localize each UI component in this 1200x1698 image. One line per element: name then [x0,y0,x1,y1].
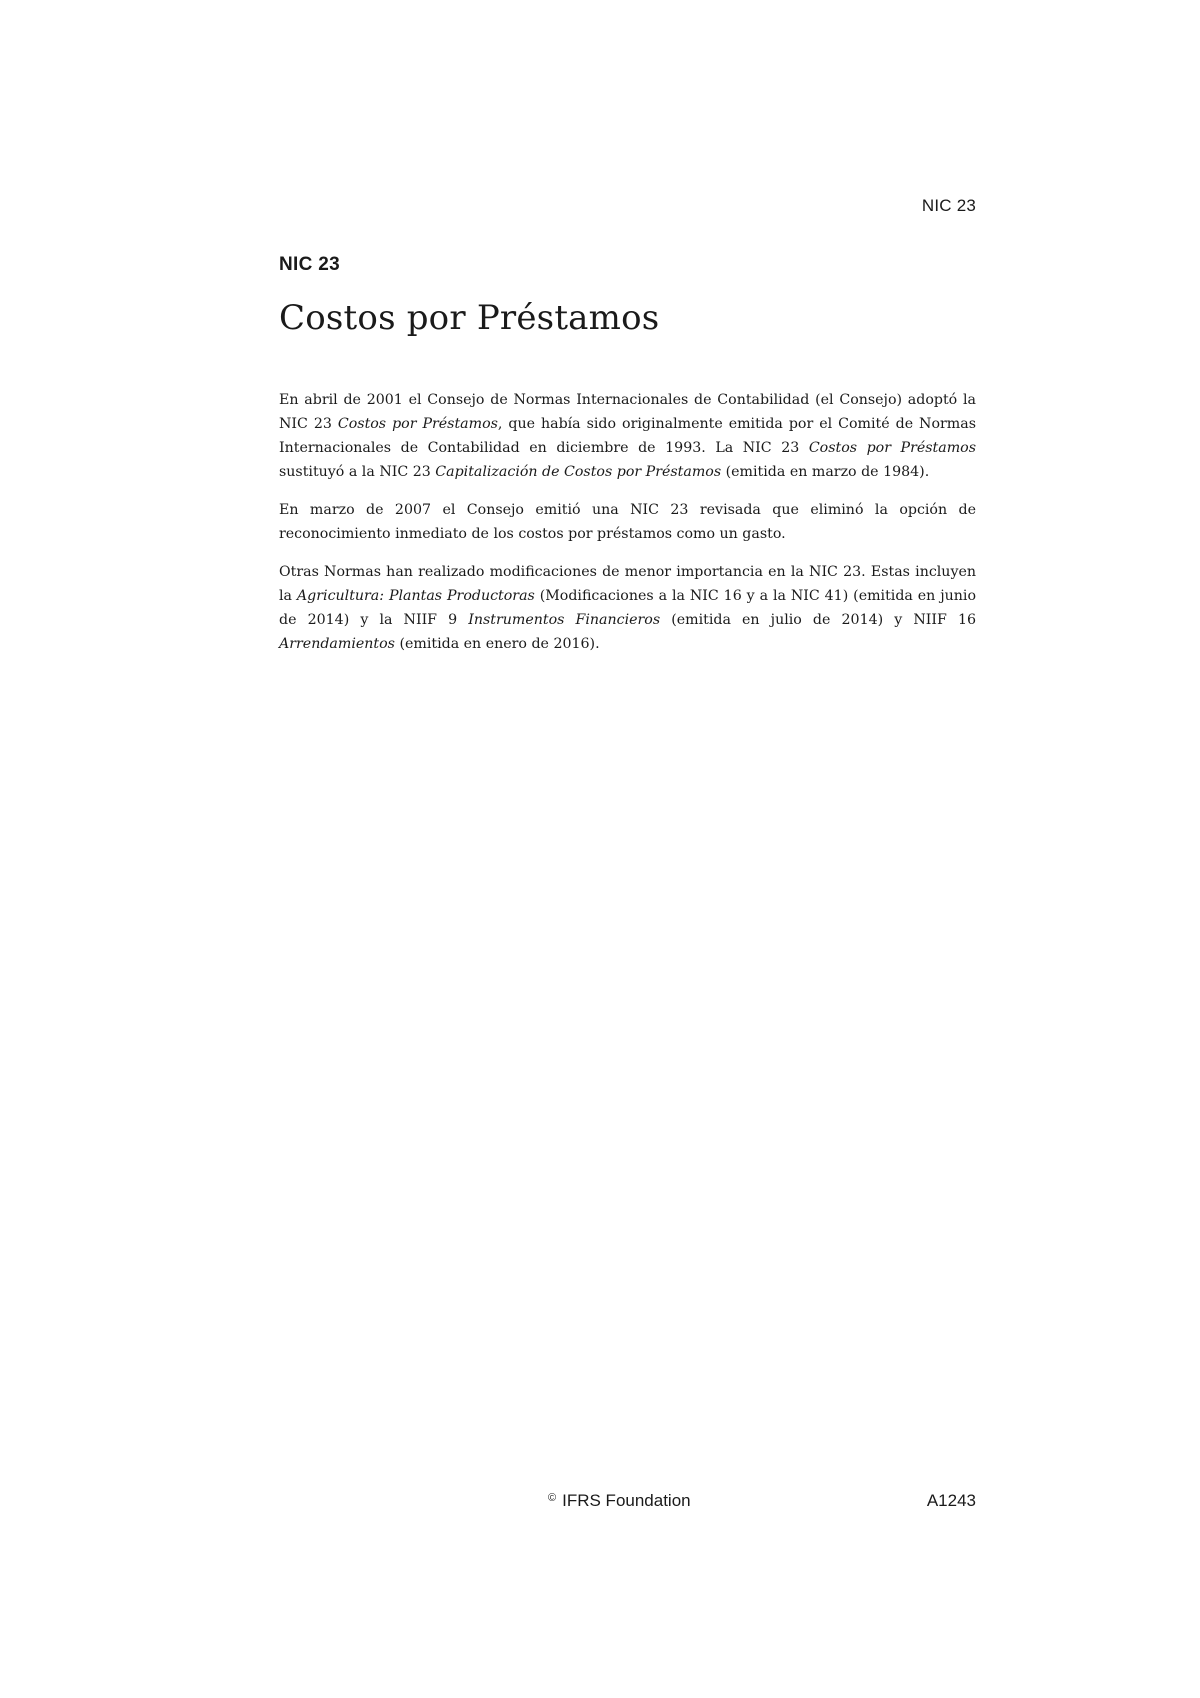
text-run: En abril de 2001 el Consejo de Normas Internacionales de Contabilidad (el Consejo) adoptó la NIC 23 [279,392,976,432]
text-run: (emitida en julio de 2014) y NIIF 16 [660,612,977,628]
page-number: A1243 [926,1491,976,1510]
italic-title-run: Agricultura: Plantas Productoras [296,588,535,604]
paragraph-3 [279,560,976,656]
footer-copyright [548,1491,691,1511]
paragraph-2 [279,498,976,546]
text-run: Otras Normas han realizado modificaciones de menor importancia en la NIC 23. Estas incluyen la [279,564,976,604]
copyright-symbol: © [548,1492,557,1504]
body-text [279,388,976,670]
italic-title-run: Capitalización de Costos por Préstamos [435,464,722,480]
standard-code: NIC 23 [279,254,340,275]
text-run: (emitida en marzo de 1984). [721,464,930,480]
copyright-text: IFRS Foundation [562,1491,691,1510]
italic-title-run: Costos por Préstamos [337,416,498,432]
italic-title-run: Costos por Préstamos [808,440,976,456]
text-run: (Modificaciones a la NIC 16 y a la NIC 41) (emitida en junio de 2014) y la NIIF 9 [279,588,976,628]
page-title: Costos por Préstamos [279,298,660,338]
text-run: sustituyó a la NIC 23 [279,464,436,480]
italic-title-run: Instrumentos Financieros [468,612,661,628]
text-run: (emitida en enero de 2016). [394,636,600,652]
text-run: En marzo de 2007 el Consejo emitió una NIC 23 revisada que eliminó la opción de reconocimiento inmediato de los costos por préstamos como un gasto. [279,502,976,542]
running-header: NIC 23 [921,196,976,215]
text-run: , que había sido originalmente emitida por el Comité de Normas Internacionales de Contabilidad en diciembre de 1993. La NIC 23 [279,416,976,456]
italic-title-run: Arrendamientos [279,636,395,652]
paragraph-1 [279,388,976,484]
